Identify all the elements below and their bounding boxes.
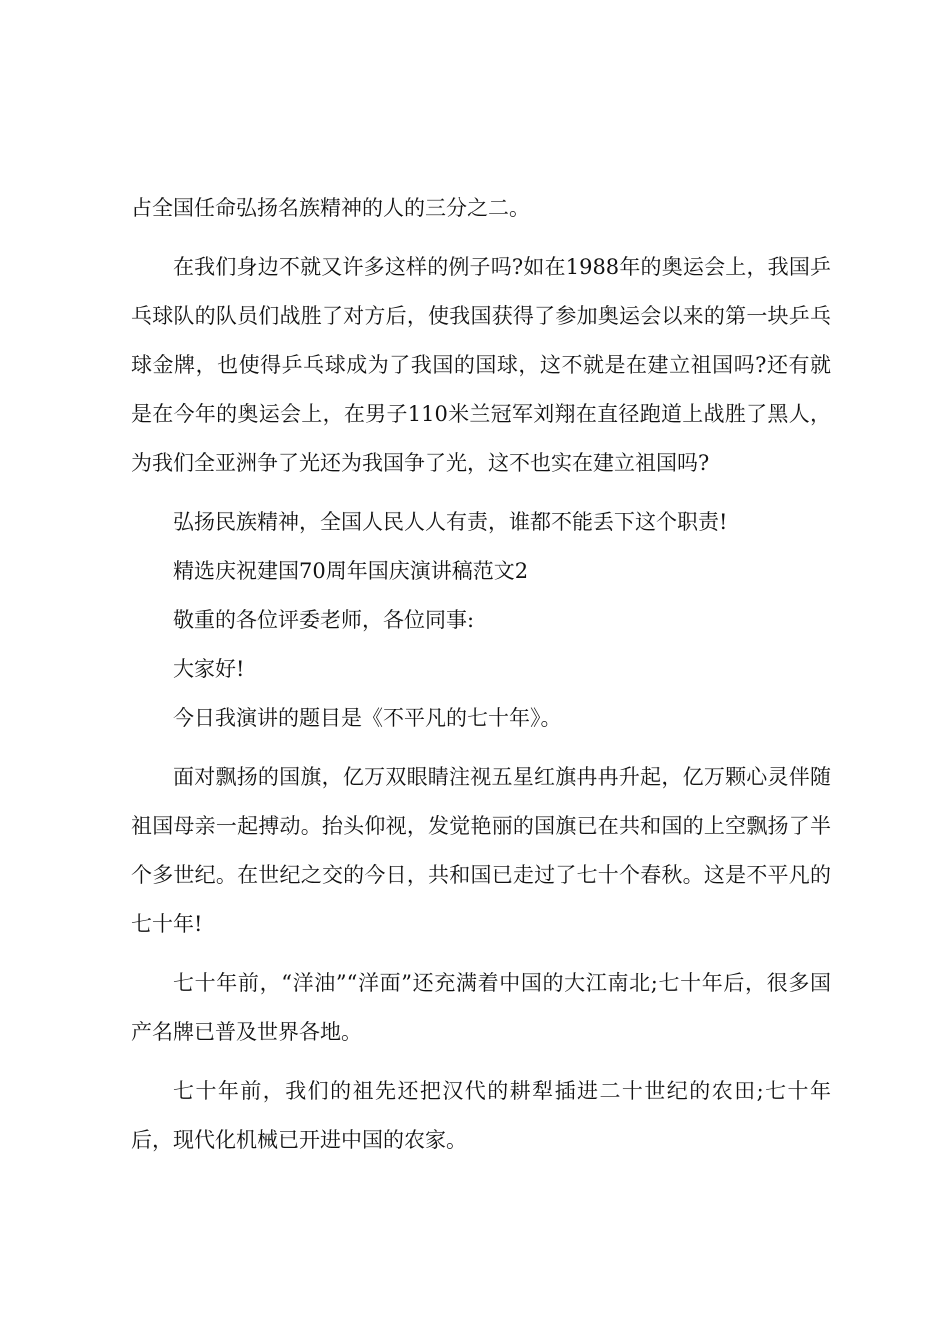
paragraph-topic: 今日我演讲的题目是《不平凡的七十年》。 [173, 706, 562, 730]
paragraph-responsibility: 弘扬民族精神，全国人民人人有责，谁都不能丢下这个职责! [173, 510, 728, 534]
document-body [131, 184, 831, 1165]
section-heading: 精选庆祝建国70周年国庆演讲稿范文2 [173, 559, 529, 583]
paragraph-salutation: 敬重的各位评委老师，各位同事: [173, 608, 475, 632]
paragraph-continuation: 占全国任命弘扬名族精神的人的三分之二。 [131, 196, 530, 220]
paragraph-farming: 七十年前，我们的祖先还把汉代的耕犁插进二十世纪的农田;七十年后，现代化机械已开进中国的农家。 [131, 1079, 831, 1152]
paragraph-brands: 七十年前，“洋油”“洋面”还充满着中国的大江南北;七十年后，很多国产名牌已普及世界各地。 [131, 971, 831, 1044]
paragraph-greeting: 大家好! [173, 657, 245, 681]
paragraph-flag: 面对飘扬的国旗，亿万双眼睛注视五星红旗冉冉升起，亿万颗心灵伴随祖国母亲一起搏动。抬头仰视，发觉艳丽的国旗已在共和国的上空飘扬了半个多世纪。在世纪之交的今日，共和国已走过了七十个春秋。这是不平凡的七十年! [131, 765, 831, 936]
paragraph-examples: 在我们身边不就又许多这样的例子吗?如在1988年的奥运会上，我国乒乓球队的队员们战胜了对方后，使我国获得了参加奥运会以来的第一块乒乓球金牌，也使得乒乓球成为了我国的国球，这不就是在建立祖国吗?还有就是在今年的奥运会上，在男子110米兰冠军刘翔在直径跑道上战胜了黑人，为我们全亚洲争了光还为我国争了光，这不也实在建立祖国吗? [131, 255, 831, 475]
